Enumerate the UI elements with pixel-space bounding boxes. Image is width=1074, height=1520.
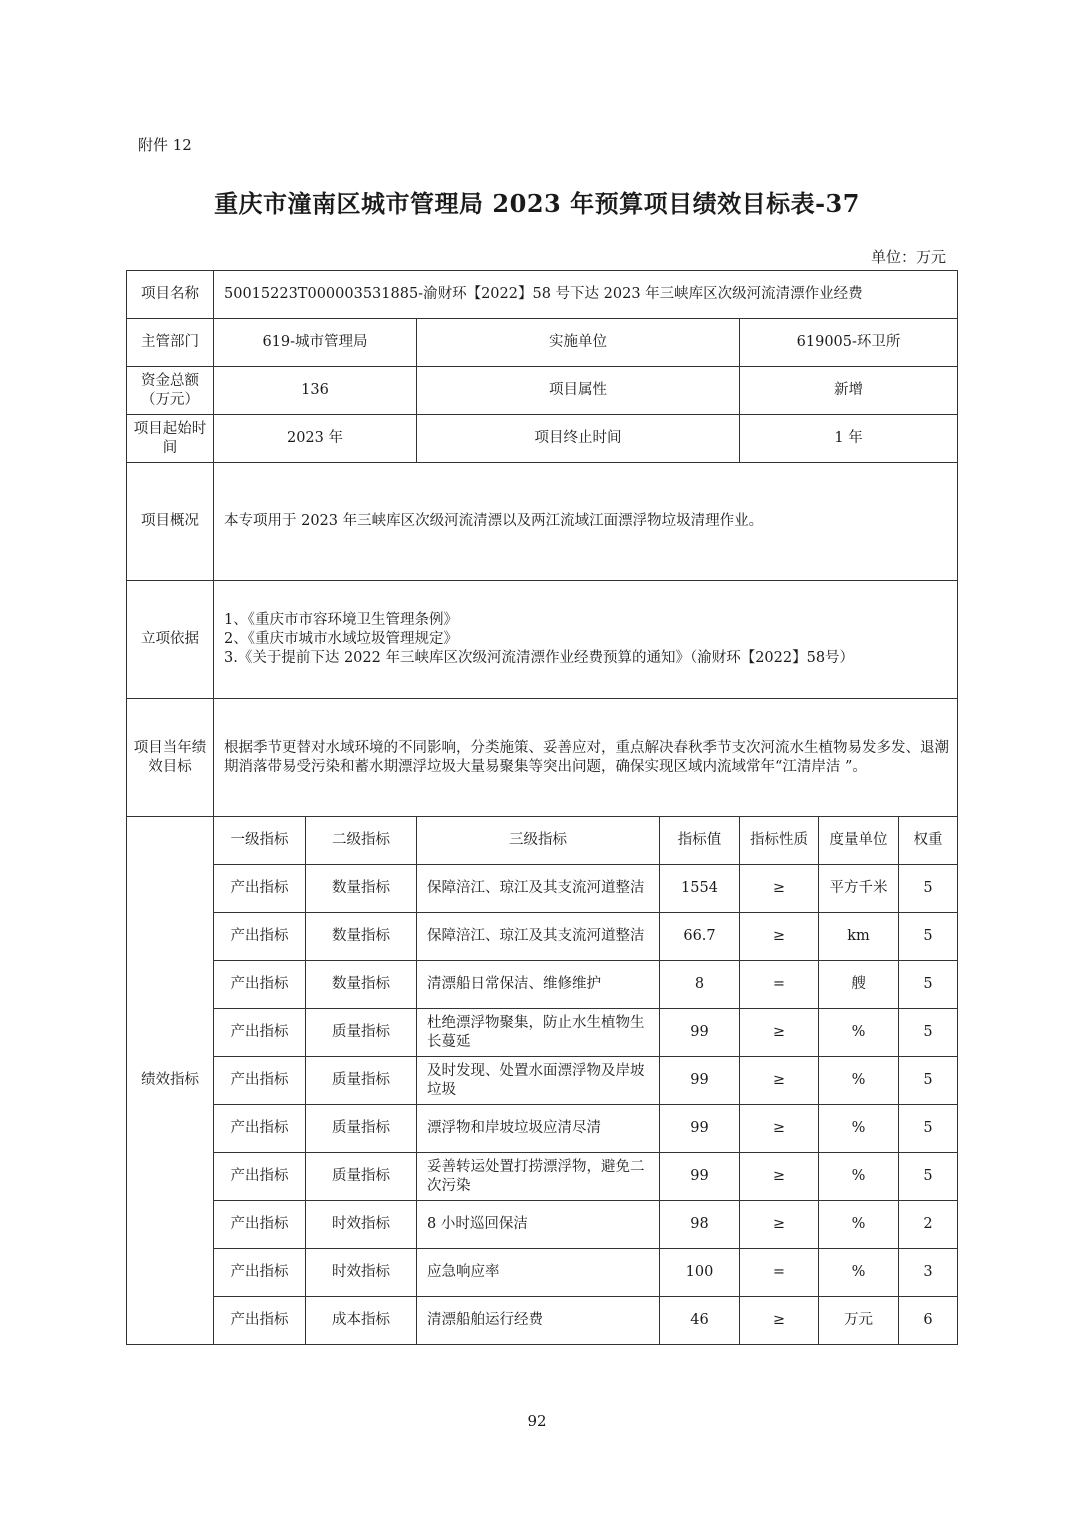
row-l1: 产出指标 bbox=[214, 1009, 306, 1057]
row-l3: 杜绝漂浮物聚集，防止水生植物生长蔓延 bbox=[417, 1009, 660, 1057]
header-l1: 一级指标 bbox=[214, 817, 306, 865]
row-nature: ≥ bbox=[740, 1105, 819, 1153]
row-unit: km bbox=[819, 913, 899, 961]
row-value: 99 bbox=[660, 1009, 740, 1057]
row-value: 66.7 bbox=[660, 913, 740, 961]
row-value: 46 bbox=[660, 1297, 740, 1345]
row-nature: ≥ bbox=[740, 865, 819, 913]
goal-label: 项目当年绩效目标 bbox=[127, 699, 214, 817]
dept-value: 619-城市管理局 bbox=[214, 319, 417, 367]
header-l3: 三级指标 bbox=[417, 817, 660, 865]
row-nature: ≥ bbox=[740, 1057, 819, 1105]
row-unit: 万元 bbox=[819, 1297, 899, 1345]
row-l1: 产出指标 bbox=[214, 1105, 306, 1153]
row-weight: 2 bbox=[899, 1201, 958, 1249]
goal-value: 根据季节更替对水域环境的不同影响，分类施策、妥善应对，重点解决春秋季节支次河流水生植物易发多发、退潮期消落带易受污染和蓄水期漂浮垃圾大量易聚集等突出问题，确保实现区域内流域常年“江清岸洁 ”。 bbox=[214, 699, 958, 817]
row-weight: 3 bbox=[899, 1249, 958, 1297]
row-weight: 6 bbox=[899, 1297, 958, 1345]
row-l1: 产出指标 bbox=[214, 865, 306, 913]
row-value: 100 bbox=[660, 1249, 740, 1297]
row-nature: = bbox=[740, 961, 819, 1009]
row-nature: ≥ bbox=[740, 1297, 819, 1345]
end-label: 项目终止时间 bbox=[417, 415, 740, 463]
overview-label: 项目概况 bbox=[127, 463, 214, 581]
row-unit: 艘 bbox=[819, 961, 899, 1009]
row-l3: 及时发现、处置水面漂浮物及岸坡垃圾 bbox=[417, 1057, 660, 1105]
project-name-value: 50015223T000003531885-渝财环【2022】58 号下达 2023 年三峡库区次级河流清漂作业经费 bbox=[214, 271, 958, 319]
overview-value: 本专项用于 2023 年三峡库区次级河流清漂以及两江流域江面漂浮物垃圾清理作业。 bbox=[214, 463, 958, 581]
row-nature: ≥ bbox=[740, 1153, 819, 1201]
row-weight: 5 bbox=[899, 961, 958, 1009]
attr-value: 新增 bbox=[740, 367, 958, 415]
table-row bbox=[127, 1153, 958, 1201]
row-l1: 产出指标 bbox=[214, 1297, 306, 1345]
row-l2: 质量指标 bbox=[306, 1009, 417, 1057]
unit-label: 单位：万元 bbox=[870, 248, 946, 266]
row-l3: 清漂船日常保洁、维修维护 bbox=[417, 961, 660, 1009]
row-weight: 5 bbox=[899, 1057, 958, 1105]
table-row bbox=[127, 913, 958, 961]
fund-value: 136 bbox=[214, 367, 417, 415]
row-l3: 保障涪江、琼江及其支流河道整洁 bbox=[417, 913, 660, 961]
table-row bbox=[127, 1297, 958, 1345]
row-l1: 产出指标 bbox=[214, 1249, 306, 1297]
header-unit: 度量单位 bbox=[819, 817, 899, 865]
indicators-section-label: 绩效指标 bbox=[127, 817, 214, 1345]
basis-label: 立项依据 bbox=[127, 581, 214, 699]
row-value: 1554 bbox=[660, 865, 740, 913]
row-l3: 漂浮物和岸坡垃圾应清尽清 bbox=[417, 1105, 660, 1153]
row-l2: 时效指标 bbox=[306, 1249, 417, 1297]
header-nature: 指标性质 bbox=[740, 817, 819, 865]
row-l1: 产出指标 bbox=[214, 1201, 306, 1249]
row-l2: 质量指标 bbox=[306, 1057, 417, 1105]
row-unit: 平方千米 bbox=[819, 865, 899, 913]
table-row bbox=[127, 961, 958, 1009]
row-nature: = bbox=[740, 1249, 819, 1297]
row-l3: 8 小时巡回保洁 bbox=[417, 1201, 660, 1249]
row-l2: 数量指标 bbox=[306, 913, 417, 961]
impl-label: 实施单位 bbox=[417, 319, 740, 367]
basis-value bbox=[214, 581, 958, 699]
row-l2: 成本指标 bbox=[306, 1297, 417, 1345]
dept-label: 主管部门 bbox=[127, 319, 214, 367]
row-value: 98 bbox=[660, 1201, 740, 1249]
row-value: 99 bbox=[660, 1057, 740, 1105]
fund-label: 资金总额（万元） bbox=[127, 367, 214, 415]
row-value: 8 bbox=[660, 961, 740, 1009]
row-value: 99 bbox=[660, 1153, 740, 1201]
row-l2: 时效指标 bbox=[306, 1201, 417, 1249]
row-value: 99 bbox=[660, 1105, 740, 1153]
row-unit: % bbox=[819, 1249, 899, 1297]
end-value: 1 年 bbox=[740, 415, 958, 463]
row-unit: % bbox=[819, 1057, 899, 1105]
table-row bbox=[127, 1105, 958, 1153]
row-nature: ≥ bbox=[740, 1009, 819, 1057]
header-value: 指标值 bbox=[660, 817, 740, 865]
basis-item: 2、《重庆市城市水域垃圾管理规定》 bbox=[224, 631, 458, 647]
header-weight: 权重 bbox=[899, 817, 958, 865]
row-l1: 产出指标 bbox=[214, 961, 306, 1009]
row-weight: 5 bbox=[899, 1105, 958, 1153]
row-unit: % bbox=[819, 1201, 899, 1249]
row-weight: 5 bbox=[899, 865, 958, 913]
impl-value: 619005-环卫所 bbox=[740, 319, 958, 367]
attachment-label: 附件 12 bbox=[138, 136, 192, 154]
row-l1: 产出指标 bbox=[214, 913, 306, 961]
row-nature: ≥ bbox=[740, 1201, 819, 1249]
start-label: 项目起始时间 bbox=[127, 415, 214, 463]
table-row bbox=[127, 1249, 958, 1297]
table-row bbox=[127, 1009, 958, 1057]
page-number: 92 bbox=[527, 1412, 547, 1430]
row-l2: 数量指标 bbox=[306, 961, 417, 1009]
row-weight: 5 bbox=[899, 913, 958, 961]
row-weight: 5 bbox=[899, 1009, 958, 1057]
basis-item: 1、《重庆市市容环境卫生管理条例》 bbox=[224, 612, 458, 628]
row-l2: 数量指标 bbox=[306, 865, 417, 913]
row-l3: 清漂船舶运行经费 bbox=[417, 1297, 660, 1345]
row-nature: ≥ bbox=[740, 913, 819, 961]
row-unit: % bbox=[819, 1153, 899, 1201]
row-l1: 产出指标 bbox=[214, 1057, 306, 1105]
row-unit: % bbox=[819, 1009, 899, 1057]
table-row bbox=[127, 1057, 958, 1105]
row-l3: 应急响应率 bbox=[417, 1249, 660, 1297]
basis-item: 3.《关于提前下达 2022 年三峡库区次级河流清漂作业经费预算的通知》（渝财环【2022】58号） bbox=[224, 650, 855, 666]
performance-table bbox=[126, 270, 958, 1345]
row-unit: % bbox=[819, 1105, 899, 1153]
row-l1: 产出指标 bbox=[214, 1153, 306, 1201]
header-l2: 二级指标 bbox=[306, 817, 417, 865]
table-row bbox=[127, 1201, 958, 1249]
row-l2: 质量指标 bbox=[306, 1105, 417, 1153]
row-l2: 质量指标 bbox=[306, 1153, 417, 1201]
row-l3: 妥善转运处置打捞漂浮物，避免二次污染 bbox=[417, 1153, 660, 1201]
row-weight: 5 bbox=[899, 1153, 958, 1201]
table-row bbox=[127, 865, 958, 913]
page-title: 重庆市潼南区城市管理局 2023 年预算项目绩效目标表-37 bbox=[214, 189, 860, 218]
project-name-label: 项目名称 bbox=[127, 271, 214, 319]
row-l3: 保障涪江、琼江及其支流河道整洁 bbox=[417, 865, 660, 913]
attr-label: 项目属性 bbox=[417, 367, 740, 415]
start-value: 2023 年 bbox=[214, 415, 417, 463]
